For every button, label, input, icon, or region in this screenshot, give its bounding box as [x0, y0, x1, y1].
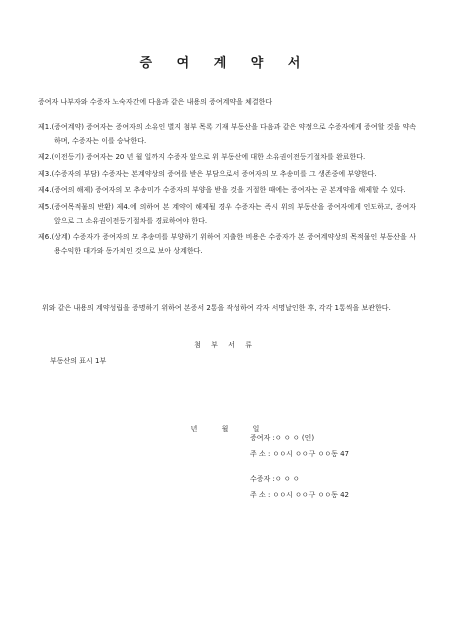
donor-block: [250, 430, 349, 462]
article-2: 제2.(이전등기) 증여자는 20 년 월 일까지 수증자 앞으로 위 부동산에 대한 소유권이전등기절차를 완료한다.: [38, 153, 366, 162]
document-title: 증 여 계 약 서: [139, 56, 311, 71]
article-3: 제3.(수증자의 부담) 수증자는 본계약상의 증여를 받은 부담으로서 증여자의 모 추송미를 그 생존중에 부양한다.: [38, 169, 377, 178]
attachments-heading: 첨 부 서 류: [194, 341, 256, 349]
attachment-item: 부동산의 표시 1부: [50, 357, 107, 365]
article-1: 제1.(증여계약) 증여자는 증여자의 소유인 별지 첨부 목록 기재 부동산을 다음과 같은 약정으로 수증자에게 증여할 것을 약속하며, 수증자는 이를 승낙한다.: [38, 123, 416, 145]
article-6: 제6.(상계) 수증자가 증여자의 모 추송미를 부양하기 위하여 지출한 비용은 수증자가 본 증여계약상의 목적물인 부동산을 사용수익한 대가와 동가치인 것으로 보아 상계한다.: [38, 233, 416, 255]
donor-name: 증여자 :ㅇ ㅇ ㅇ (인): [250, 434, 315, 442]
donee-name: 수증자 :ㅇ ㅇ ㅇ: [250, 475, 300, 483]
donee-block: [250, 471, 349, 503]
donor-address: 주 소 : ㅇㅇ시 ㅇㅇ구 ㅇㅇ동 47: [250, 450, 349, 458]
closing-paragraph: 위와 같은 내용의 계약성립을 증명하기 위하여 본증서 2통을 작성하여 각자 서명날인한 후, 각각 1통씩을 보관한다.: [42, 304, 391, 312]
intro-paragraph: 증여자 나부자와 수증자 노숙자간에 다음과 같은 내용의 증여계약을 체결한다: [38, 98, 273, 106]
donee-address: 주 소 : ㅇㅇ시 ㅇㅇ구 ㅇㅇ동 42: [250, 491, 349, 499]
article-5: 제5.(증여목적물의 반환) 제4.에 의하여 본 계약이 해제될 경우 수증자는 즉시 위의 부동산을 증여자에게 인도하고, 증여자 앞으로 그 소유권이전등기절차를 경료하여야 한다.: [38, 202, 416, 225]
article-4: 제4.(증여의 해제) 증여자의 모 추송미가 수증자의 부양을 받을 것을 거절한 때에는 증여자는 곧 본계약을 해제할 수 있다.: [38, 186, 406, 195]
contract-date: 년 월 일: [190, 425, 260, 433]
article-list: [38, 121, 416, 261]
